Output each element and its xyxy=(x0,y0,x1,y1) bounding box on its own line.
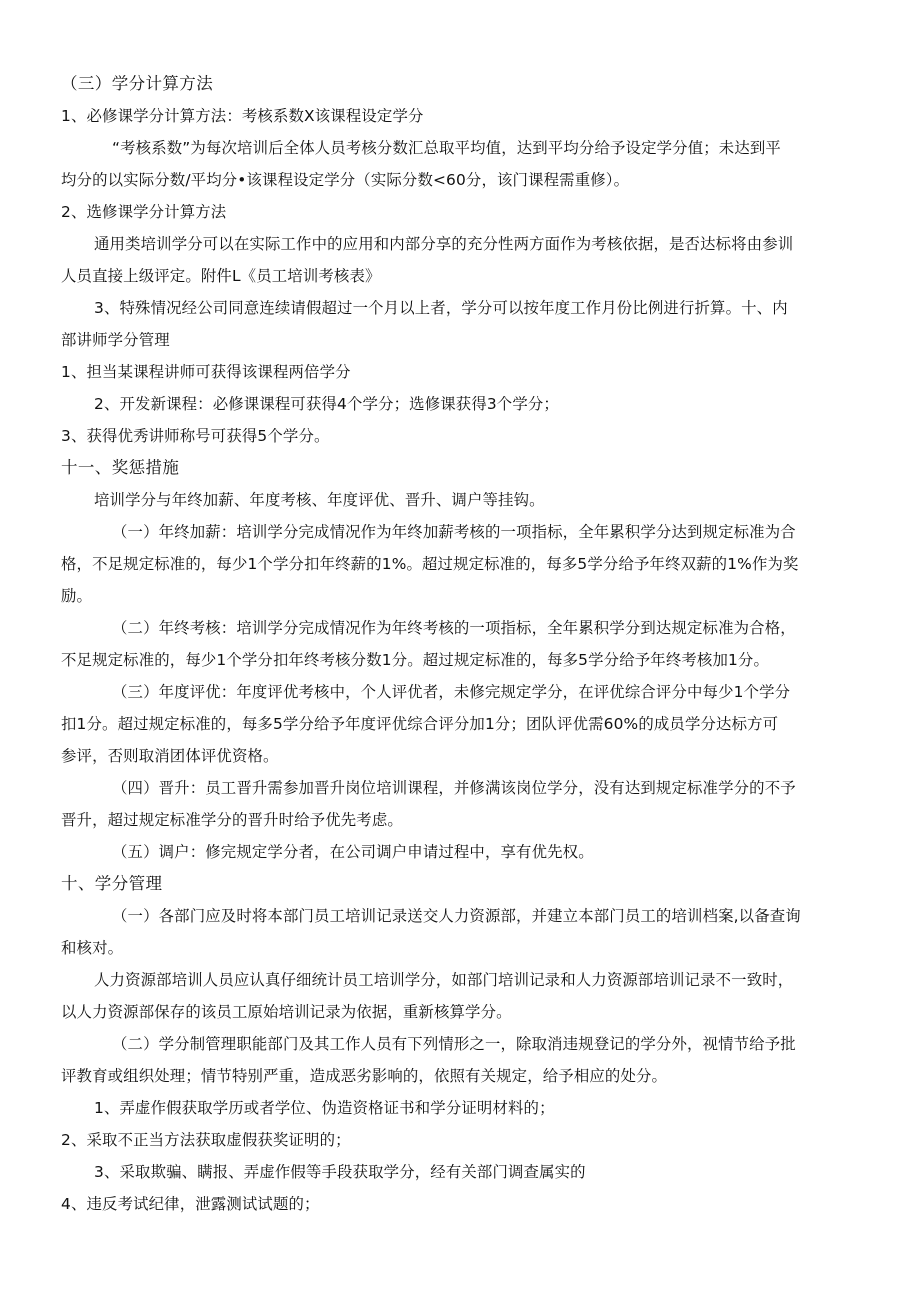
paragraph-line: “考核系数”为每次培训后全体人员考核分数汇总取平均值，达到平均分给予设定学分值；未达到平 xyxy=(112,139,781,157)
paragraph-line: （一）年终加薪：培训学分完成情况作为年终加薪考核的一项指标，全年累积学分达到规定标准为合 xyxy=(112,523,796,541)
paragraph-line: 1、担当某课程讲师可获得该课程两倍学分 xyxy=(61,363,351,381)
list-item: 1、弄虚作假获取学历或者学位、伪造资格证书和学分证明材料的； xyxy=(94,1099,555,1117)
list-item: 3、采取欺骗、瞒报、弄虚作假等手段获取学分，经有关部门调查属实的 xyxy=(94,1163,586,1181)
section-heading-credit-management: 十、学分管理 xyxy=(61,874,163,893)
paragraph-line: 2、开发新课程：必修课课程可获得4个学分；选修课获得3个学分； xyxy=(94,395,559,413)
paragraph-line: 不足规定标准的，每少1个学分扣年终考核分数1分。超过规定标准的，每多5学分给予年终考核加1分。 xyxy=(61,651,770,669)
paragraph-line: 参评，否则取消团体评优资格。 xyxy=(61,747,279,765)
paragraph-line: 格，不足规定标准的，每少1个学分扣年终薪的1%。超过规定标准的，每多5学分给予年终双薪的1%作为奖 xyxy=(61,555,799,573)
paragraph-line: 晋升，超过规定标准学分的晋升时给予优先考虑。 xyxy=(61,811,403,829)
paragraph-line: （四）晋升：员工晋升需参加晋升岗位培训课程，并修满该岗位学分，没有达到规定标准学分的不予 xyxy=(112,779,796,797)
paragraph-line: 部讲师学分管理 xyxy=(61,331,170,349)
paragraph-line: 2、选修课学分计算方法 xyxy=(61,203,227,221)
paragraph-line: 3、获得优秀讲师称号可获得5个学分。 xyxy=(61,427,330,445)
paragraph-line: 和核对。 xyxy=(61,939,124,957)
list-item: 4、违反考试纪律，泄露测试试题的； xyxy=(61,1195,320,1213)
paragraph-line: 评教育或组织处理；情节特别严重，造成恶劣影响的，依照有关规定，给予相应的处分。 xyxy=(61,1067,668,1085)
paragraph-line: （三）年度评优：年度评优考核中，个人评优者，未修完规定学分，在评优综合评分中每少1个学分 xyxy=(112,683,791,701)
paragraph-line: （五）调户：修完规定学分者，在公司调户申请过程中，享有优先权。 xyxy=(112,843,594,861)
paragraph-line: 3、特殊情况经公司同意连续请假超过一个月以上者，学分可以按年度工作月份比例进行折算。十、内 xyxy=(94,299,788,317)
paragraph-line: 通用类培训学分可以在实际工作中的应用和内部分享的充分性两方面作为考核依据，是否达标将由参训 xyxy=(94,235,794,253)
paragraph-line: 培训学分与年终加薪、年度考核、年度评优、晋升、调户等挂钩。 xyxy=(94,491,545,509)
paragraph-line: （二）学分制管理职能部门及其工作人员有下列情形之一，除取消违规登记的学分外，视情节给予批 xyxy=(112,1035,796,1053)
paragraph-line: （一）各部门应及时将本部门员工培训记录送交人力资源部，并建立本部门员工的培训档案,以备查询 xyxy=(112,907,801,925)
paragraph-line: 人力资源部培训人员应认真仔细统计员工培训学分，如部门培训记录和人力资源部培训记录不一致时， xyxy=(94,971,794,989)
paragraph-line: 均分的以实际分数/平均分•该课程设定学分（实际分数<60分，该门课程需重修）。 xyxy=(61,171,630,189)
paragraph-line: 励。 xyxy=(61,587,93,605)
paragraph-line: 人员直接上级评定。附件L《员工培训考核表》 xyxy=(61,267,381,285)
paragraph-line: 1、必修课学分计算方法：考核系数X该课程设定学分 xyxy=(61,107,424,125)
section-heading-credit-calculation: （三）学分计算方法 xyxy=(61,74,214,93)
section-heading-rewards: 十一、奖惩措施 xyxy=(61,458,180,477)
paragraph-line: （二）年终考核：培训学分完成情况作为年终考核的一项指标，全年累积学分到达规定标准为合格， xyxy=(112,619,796,637)
paragraph-line: 以人力资源部保存的该员工原始培训记录为依据，重新核算学分。 xyxy=(61,1003,512,1021)
list-item: 2、采取不正当方法获取虚假获奖证明的； xyxy=(61,1131,351,1149)
paragraph-line: 扣1分。超过规定标准的，每多5学分给予年度评优综合评分加1分；团队评优需60%的成员学分达标方可 xyxy=(61,715,779,733)
